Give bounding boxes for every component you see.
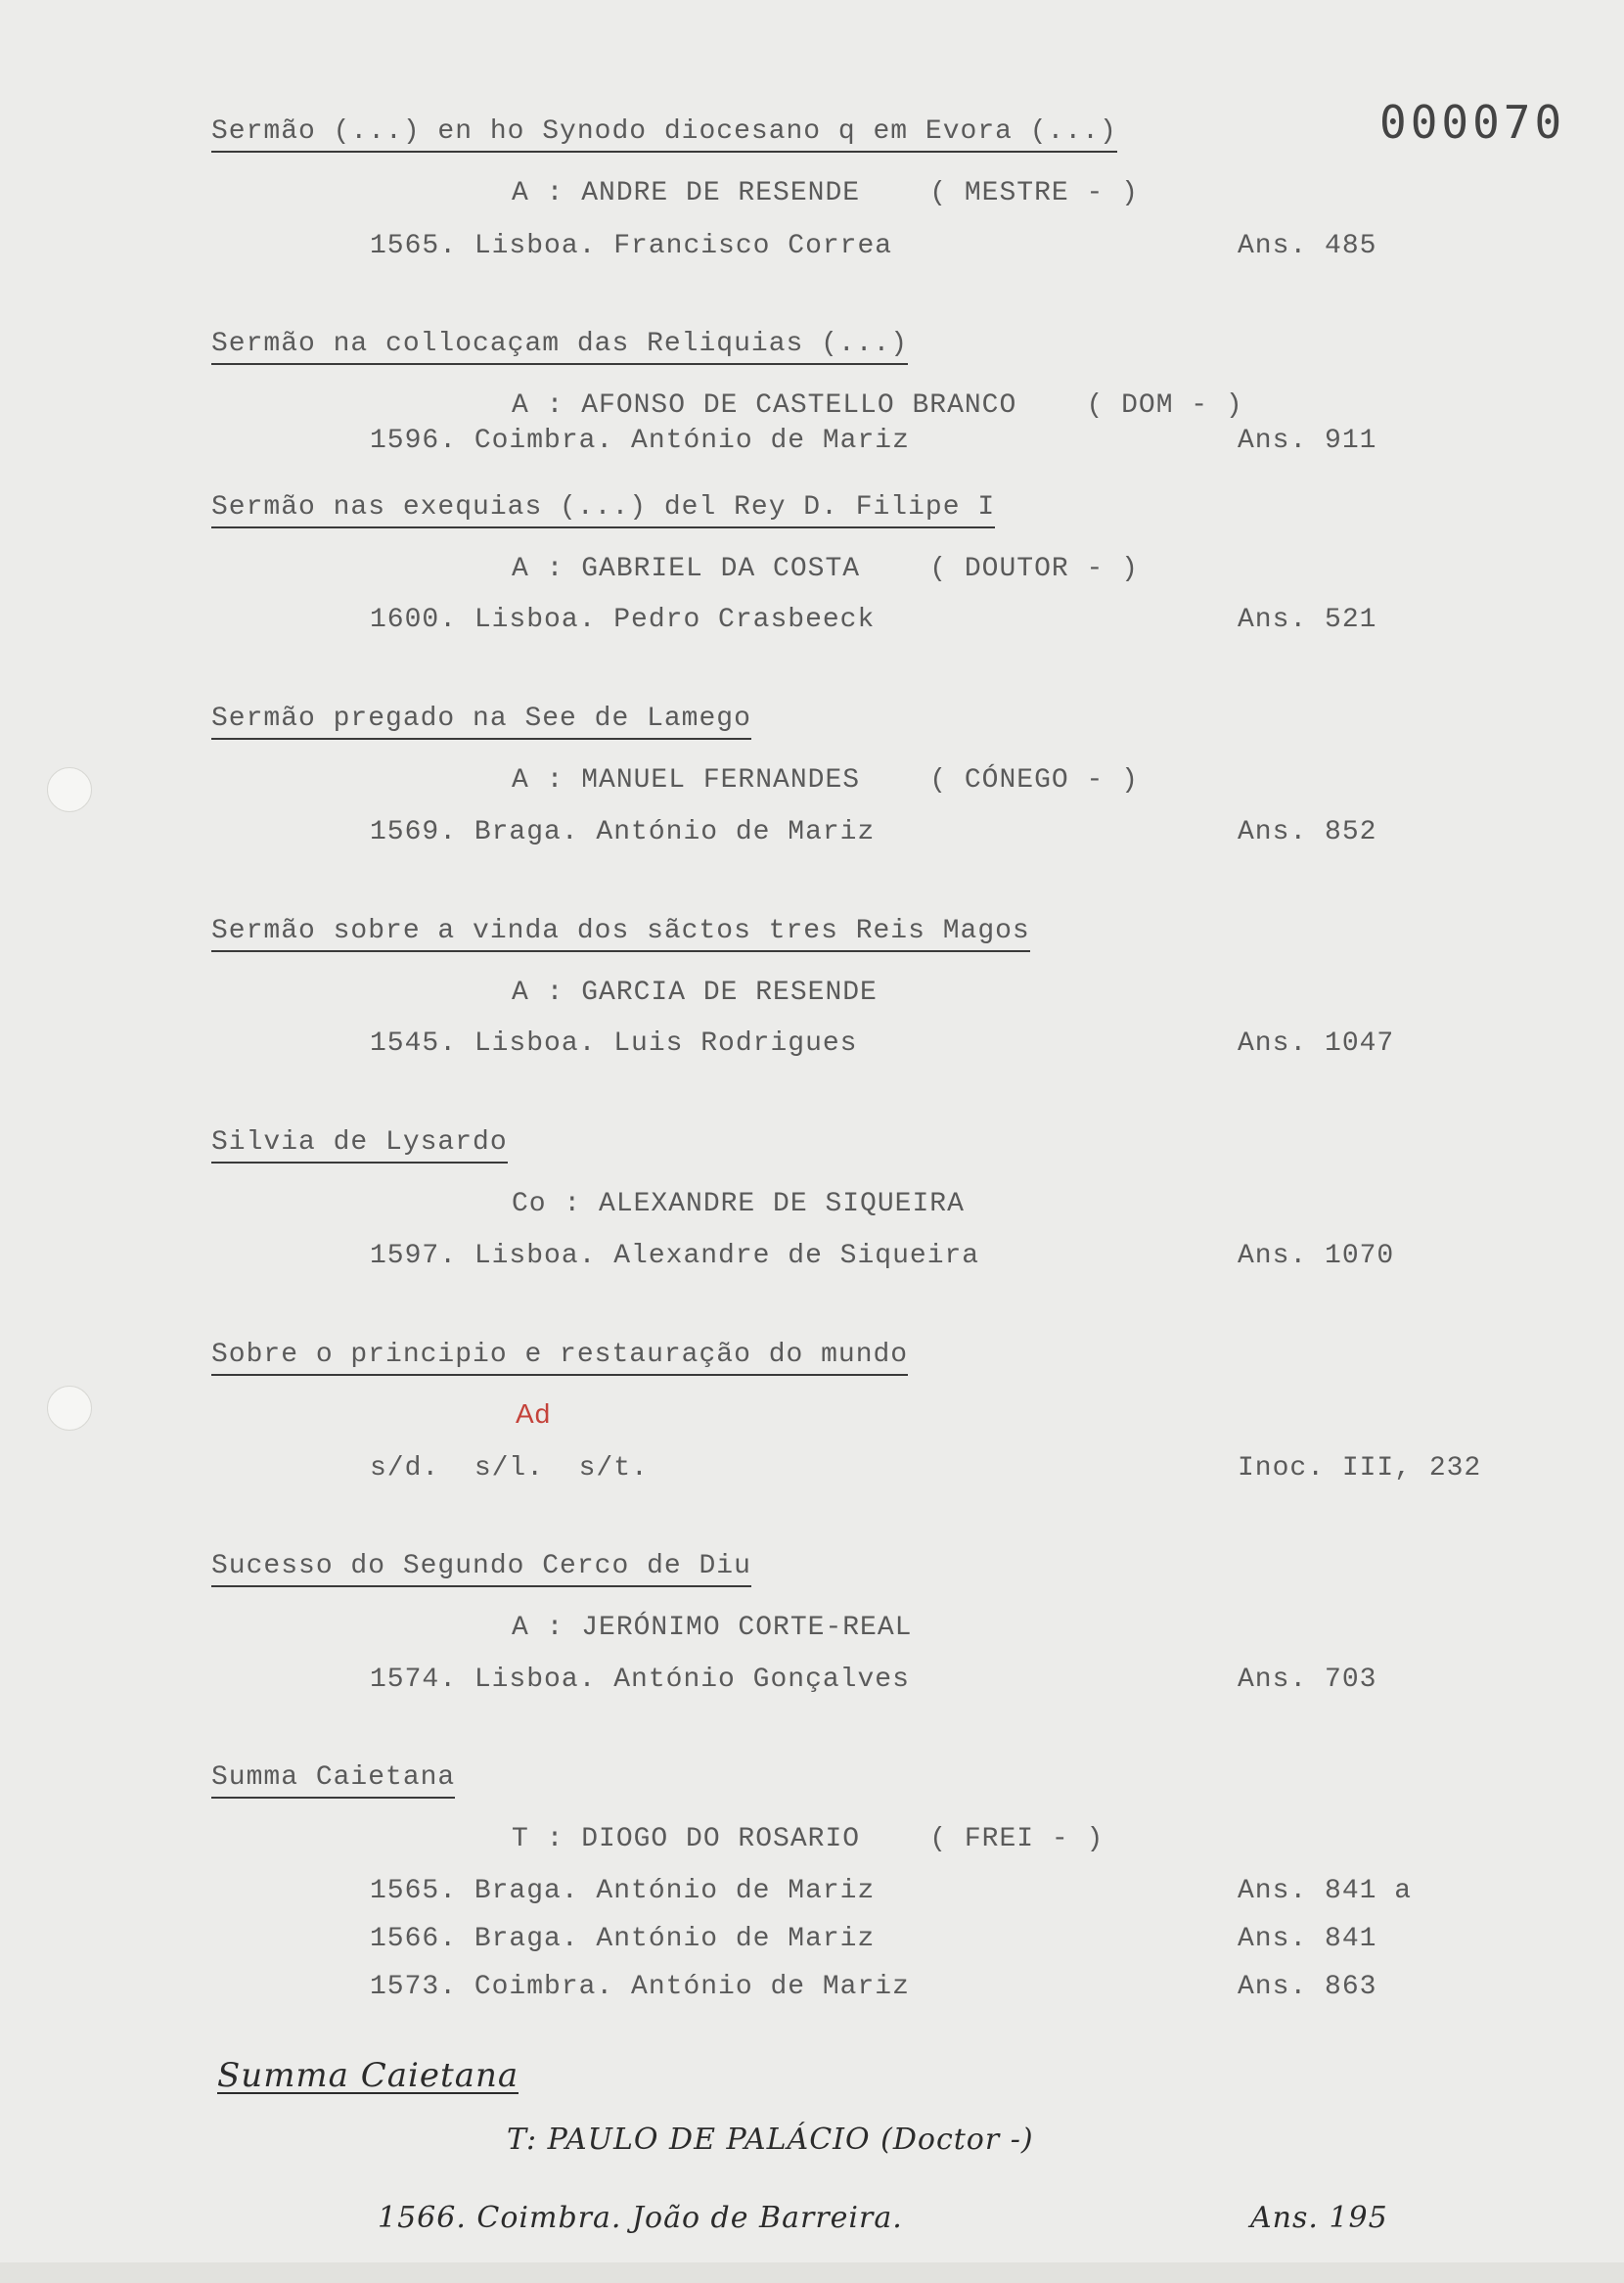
entry-imprint: 1565. Lisboa. Francisco Correa: [370, 231, 893, 261]
entry-imprint: 1569. Braga. António de Mariz: [370, 817, 876, 847]
entry-author: T : DIOGO DO ROSARIO ( FREI - ): [512, 1824, 1105, 1854]
entry-reference: Ans. 863: [1238, 1972, 1377, 2002]
entry-imprint: 1597. Lisboa. Alexandre de Siqueira: [370, 1241, 980, 1271]
entry-author: A : MANUEL FERNANDES ( CÓNEGO - ): [512, 765, 1139, 796]
entry-reference: Ans. 911: [1238, 426, 1377, 456]
entry-title: Sucesso do Segundo Cerco de Diu: [211, 1550, 751, 1587]
entry-reference: Ans. 841 a: [1238, 1876, 1413, 1906]
entry-title: Sobre o principio e restauração do mundo: [211, 1339, 908, 1376]
entry-title: Summa Caietana: [211, 1761, 455, 1799]
entry-author: A : ANDRE DE RESENDE ( MESTRE - ): [512, 178, 1139, 208]
handwritten-imprint: 1566. Coimbra. João de Barreira.: [378, 2201, 903, 2235]
entry-reference: Ans. 703: [1238, 1665, 1377, 1695]
entry-reference: Ans. 521: [1238, 605, 1377, 635]
entry-imprint: 1565. Braga. António de Mariz: [370, 1876, 876, 1906]
entry-imprint: 1600. Lisboa. Pedro Crasbeeck: [370, 605, 876, 635]
entry-reference: Ans. 852: [1238, 817, 1377, 847]
entry-imprint: 1566. Braga. António de Mariz: [370, 1924, 876, 1954]
entry-title: Sermão (...) en ho Synodo diocesano q em Evora (...): [211, 115, 1117, 153]
handwritten-reference: Ans. 195: [1250, 2201, 1388, 2235]
handwritten-title: Summa Caietana: [217, 2056, 519, 2095]
entry-title: Sermão na collocaçam das Reliquias (...): [211, 328, 908, 365]
entry-imprint: 1574. Lisboa. António Gonçalves: [370, 1665, 910, 1695]
entry-imprint: 1545. Lisboa. Luis Rodrigues: [370, 1028, 858, 1059]
punch-hole: [47, 767, 92, 812]
handwritten-author: T: PAULO DE PALÁCIO (Doctor -): [507, 2123, 1034, 2157]
entry-title: Sermão nas exequias (...) del Rey D. Filipe I: [211, 491, 995, 528]
entry-imprint: s/d. s/l. s/t.: [370, 1453, 649, 1484]
scan-edge: [0, 2262, 1624, 2283]
entry-imprint: 1573. Coimbra. António de Mariz: [370, 1972, 910, 2002]
red-annotation: Ad: [516, 1398, 552, 1429]
entry-author: A : GARCIA DE RESENDE: [512, 978, 878, 1008]
entry-title: Sermão pregado na See de Lamego: [211, 703, 751, 740]
serial-number: 000070: [1379, 96, 1566, 149]
entry-author: A : GABRIEL DA COSTA ( DOUTOR - ): [512, 554, 1139, 584]
entry-author: A : AFONSO DE CASTELLO BRANCO ( DOM - ): [512, 390, 1243, 421]
entry-reference: Ans. 485: [1238, 231, 1377, 261]
entry-reference: Ans. 1070: [1238, 1241, 1395, 1271]
entry-title: Silvia de Lysardo: [211, 1126, 508, 1164]
entry-title: Sermão sobre a vinda dos sãctos tres Reis Magos: [211, 915, 1030, 952]
entry-author: A : JERÓNIMO CORTE-REAL: [512, 1613, 913, 1643]
entry-reference: Ans. 841: [1238, 1924, 1377, 1954]
entry-imprint: 1596. Coimbra. António de Mariz: [370, 426, 910, 456]
entry-author: Co : ALEXANDRE DE SIQUEIRA: [512, 1189, 965, 1219]
entry-reference: Ans. 1047: [1238, 1028, 1395, 1059]
entry-reference: Inoc. III, 232: [1238, 1453, 1482, 1484]
punch-hole: [47, 1386, 92, 1431]
